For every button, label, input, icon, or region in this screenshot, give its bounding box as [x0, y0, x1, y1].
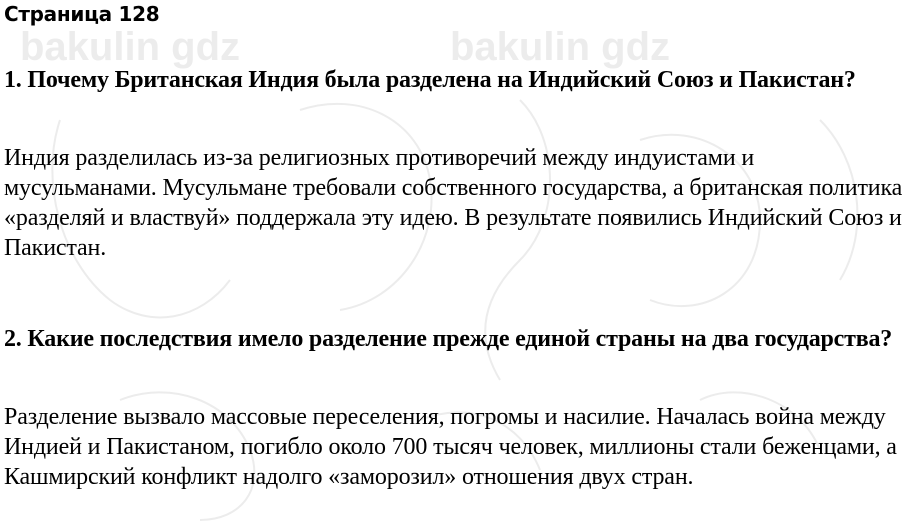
watermark-text: bakulin gdz [20, 25, 240, 69]
question-2: 2. Какие последствия имело разделение прежде единой страны на два государства? [4, 326, 893, 352]
page-title: Страница 128 [4, 2, 160, 26]
answer-2: Разделение вызвало массовые переселения, погромы и насилие. Началась война между Индией и Пакистаном, погибло около 700 тысяч человек, миллионы стали беженцами, а Кашмирский конфликт надолго «заморозил» отношения двух стран. [4, 404, 897, 490]
watermark-text: bakulin gdz [450, 25, 670, 69]
question-1: 1. Почему Британская Индия была разделена на Индийский Союз и Пакистан? [4, 67, 856, 93]
answer-1: Индия разделилась из-за религиозных противоречий между индуистами и мусульманами. Мусульмане требовали собственного государства, а британская политика «разделяй и властвуй» поддержала эту идею. В результате появились Индийский Союз и Пакистан. [4, 145, 903, 261]
